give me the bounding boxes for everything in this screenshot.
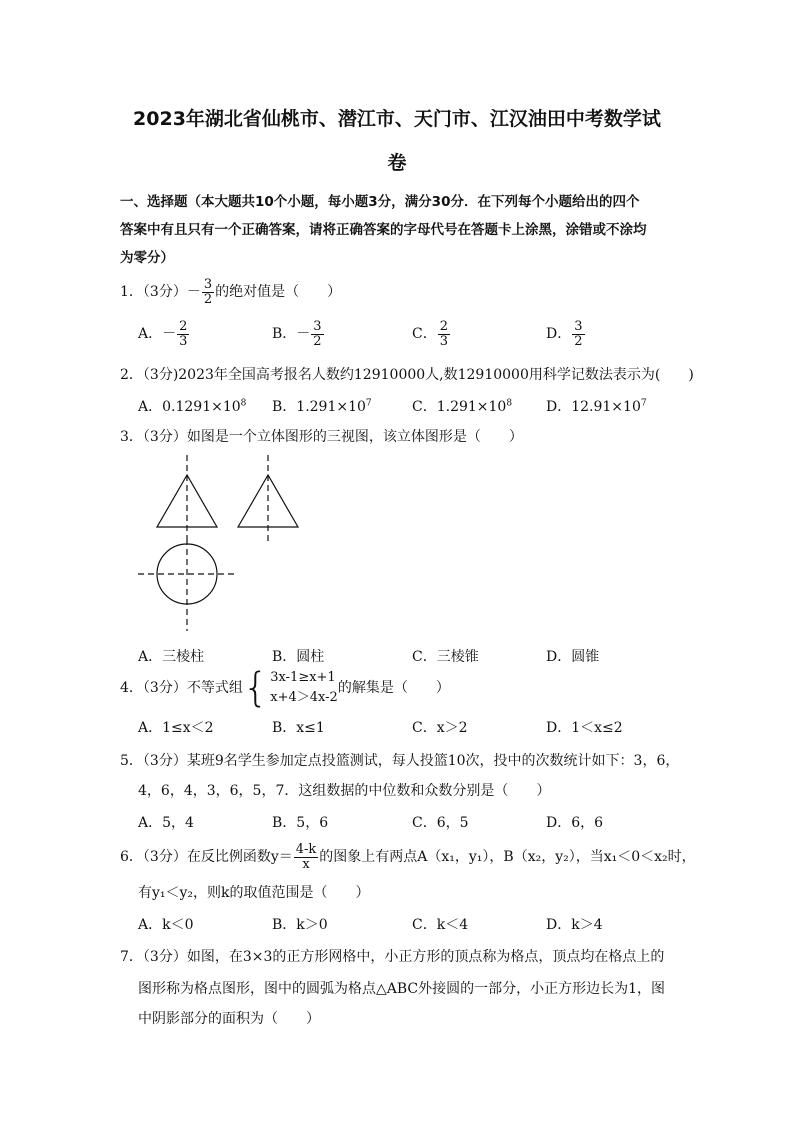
option-text: B．1.291×10: [272, 399, 366, 415]
inequality-row: 3x-1≥x+1: [270, 670, 336, 685]
q3-option-a[interactable]: A．三棱柱: [138, 649, 205, 665]
q2-option-b[interactable]: [272, 396, 372, 416]
exponent: 7: [640, 398, 647, 409]
q2-option-a[interactable]: [138, 396, 246, 416]
q4-option-b[interactable]: B．x≤1: [272, 720, 325, 736]
question-6-suffix: 的图象上有两点A（x₁，y₁），B（x₂，y₂），当x₁＜0＜x₂时，: [319, 849, 696, 866]
option-label: C．: [412, 326, 437, 343]
exponent: 7: [365, 398, 372, 409]
top-view-circle: [138, 539, 236, 631]
question-5-continued: 4，6，4，3，6，5，7．这组数据的中位数和众数分别是（ ）: [138, 783, 551, 799]
option-text: A．0.1291×10: [138, 399, 241, 415]
q6-option-d[interactable]: D．k＞4: [546, 917, 603, 933]
inequality-system: { 3x-1≥x+1 x+4＞4x-2: [242, 665, 338, 711]
option-label: A．－: [138, 326, 177, 343]
q4-option-d[interactable]: D．1＜x≤2: [546, 720, 623, 736]
option-text: D．12.91×10: [546, 399, 641, 415]
fraction-numerator: 4-k: [295, 842, 317, 857]
q1-option-a[interactable]: [138, 320, 190, 348]
question-4: [120, 665, 450, 711]
q1-option-b[interactable]: [272, 320, 325, 348]
question-7-continued: 中阴影部分的面积为（ ）: [138, 1011, 320, 1027]
question-7: 7．（3分）如图，在3×3的正方形网格中，小正方形的顶点称为格点，顶点均在格点上的: [120, 949, 665, 965]
question-1-prefix: 1．（3分）－: [120, 284, 201, 301]
exponent: 8: [506, 398, 513, 409]
q6-option-a[interactable]: A．k＜0: [138, 917, 194, 933]
q2-option-c[interactable]: [412, 396, 512, 416]
fraction-numerator: 2: [179, 319, 188, 334]
fraction-numerator: 2: [439, 319, 448, 334]
section-header: 为零分）: [120, 250, 174, 266]
section-header: 答案中有且只有一个正确答案，请将正确答案的字母代号在答题卡上涂黑，涂错或不涂均: [120, 222, 647, 238]
q6-option-c[interactable]: C．k＜4: [412, 917, 469, 933]
inequality-row: x+4＞4x-2: [270, 690, 338, 705]
q5-option-a[interactable]: A．5，4: [138, 815, 194, 831]
fraction-numerator: 3: [313, 319, 322, 334]
q5-option-b[interactable]: B．5，6: [272, 815, 329, 831]
fraction: [202, 278, 214, 306]
side-view-triangle: [238, 455, 298, 545]
fraction-numerator: 3: [203, 277, 213, 292]
question-3: 3．（3分）如图是一个立体图形的三视图，该立体图形是（ ）: [120, 429, 523, 445]
fraction-denominator: x: [302, 856, 310, 872]
q1-option-c[interactable]: [412, 320, 451, 348]
question-1-suffix: 的绝对值是（ ）: [215, 284, 342, 301]
q3-option-c[interactable]: C．三棱锥: [412, 649, 479, 665]
exponent: 8: [240, 398, 247, 409]
option-text: C．1.291×10: [412, 399, 507, 415]
q2-option-d[interactable]: [546, 396, 647, 416]
question-6-continued: 有y₁＜y₂，则k的取值范围是（ ）: [138, 885, 370, 901]
page-title: 2023年湖北省仙桃市、潜江市、天门市、江汉油田中考数学试: [133, 108, 661, 130]
question-6-prefix: 6．（3分）在反比例函数y＝: [120, 849, 293, 866]
option-label: B．－: [272, 326, 311, 343]
q5-option-d[interactable]: D．6，6: [546, 815, 604, 831]
fraction-denominator: 3: [439, 333, 448, 349]
fraction-numerator: 3: [574, 319, 583, 334]
question-1: [120, 278, 341, 306]
q4-option-a[interactable]: A．1≤x＜2: [138, 720, 214, 736]
question-6: [120, 843, 696, 871]
question-5: 5．（3分）某班9名学生参加定点投篮测试，每人投篮10次，投中的次数统计如下：3，6，: [120, 753, 680, 769]
q1-option-d[interactable]: [546, 320, 586, 348]
fraction-denominator: 3: [179, 333, 188, 349]
fraction-denominator: 2: [574, 333, 583, 349]
front-view-triangle: [157, 455, 217, 539]
page-title-continued: 卷: [387, 152, 407, 174]
question-4-prefix: 4．（3分）不等式组: [120, 680, 243, 696]
q3-option-d[interactable]: D．圆锥: [546, 649, 600, 665]
option-label: D．: [546, 326, 572, 343]
three-view-figure: [130, 455, 310, 635]
q6-option-b[interactable]: B．k＞0: [272, 917, 328, 933]
section-header: 一、选择题（本大题共10个小题，每小题3分，满分30分．在下列每个小题给出的四个: [120, 194, 640, 210]
fraction-denominator: 2: [313, 333, 322, 349]
q3-option-b[interactable]: B．圆柱: [272, 649, 325, 665]
q4-option-c[interactable]: C．x＞2: [412, 720, 468, 736]
question-4-suffix: 的解集是（ ）: [337, 680, 450, 696]
fraction-denominator: 2: [203, 291, 213, 307]
q5-option-c[interactable]: C．6，5: [412, 815, 469, 831]
question-2: 2．（3分)2023年全国高考报名人数约12910000人,数12910000用科学记数法表示为( ): [120, 367, 694, 383]
question-7-continued: 图形称为格点图形，图中的圆弧为格点△ABC外接圆的一部分，小正方形边长为1，图: [138, 981, 666, 997]
